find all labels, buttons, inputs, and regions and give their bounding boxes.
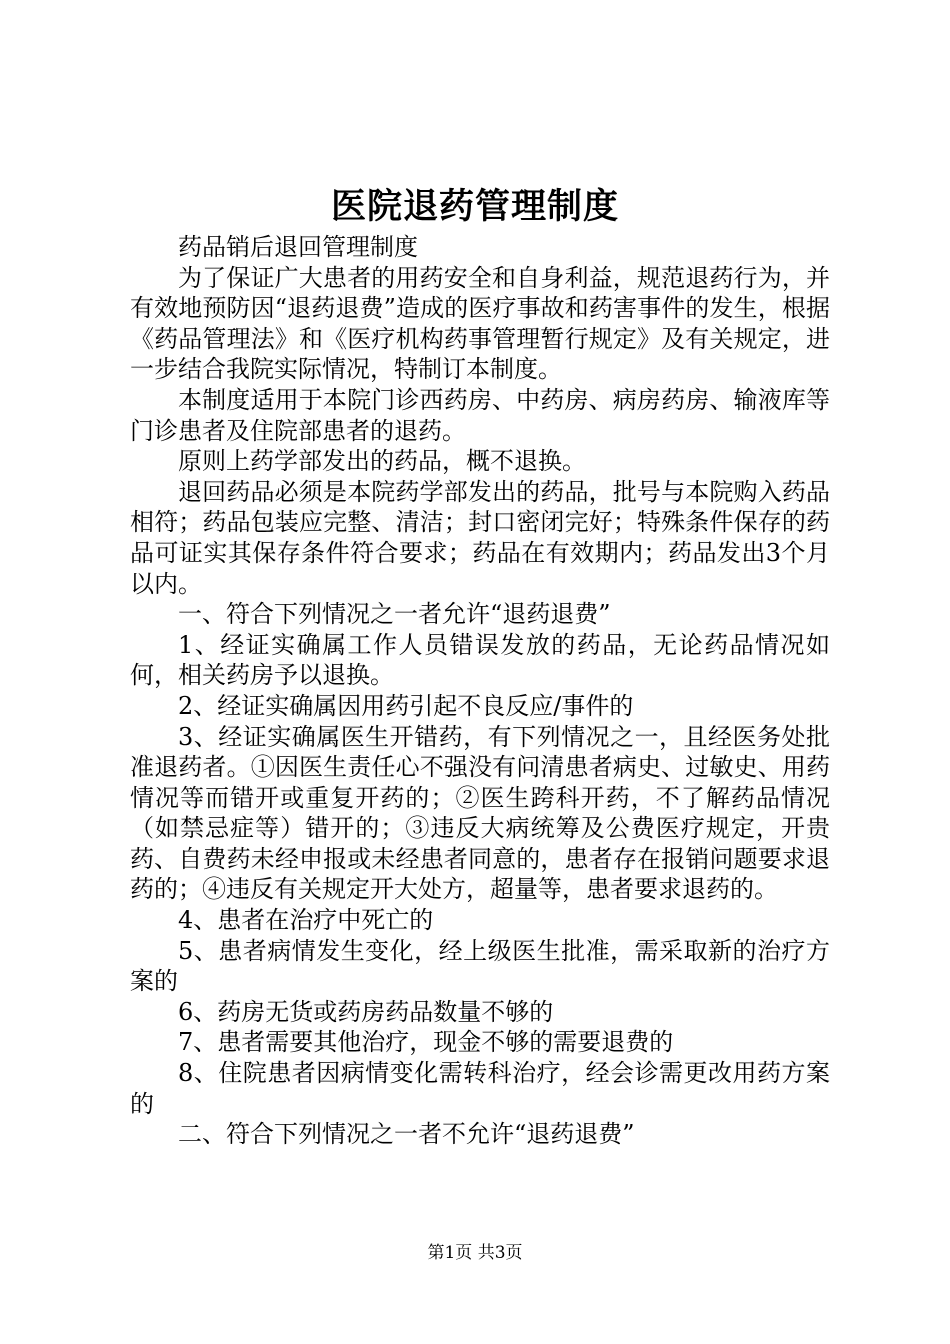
- section-heading-not-allowed: 二、符合下列情况之一者不允许“退药退费”: [178, 1120, 635, 1149]
- list-item: 3、经证实确属医生开错药，有下列情况之一，且经医务处批准退药者。①因医生责任心不强没有问清患者病史、过敏史、用药情况等而错开或重复开药的；②医生跨科开药，不了解药品情况（如禁忌症等）错开的；③违反大病统筹及公费医疗规定，开贵药、自费药未经申报或未经患者同意的，患者存在报销问题要求退药的；④违反有关规定开大处方，超量等，患者要求退药的。: [130, 722, 830, 904]
- document-body: [130, 232, 830, 1150]
- page-number-footer: 第1页 共3页: [427, 1243, 523, 1263]
- list-item: 8、住院患者因病情变化需转科治疗，经会诊需更改用药方案的: [130, 1059, 830, 1118]
- document-title: 医院退药管理制度: [330, 186, 619, 227]
- paragraph-principle: 原则上药学部发出的药品，概不退换。: [178, 447, 586, 476]
- list-item: 5、患者病情发生变化，经上级医生批准，需采取新的治疗方案的: [130, 936, 830, 996]
- list-item: 7、患者需要其他治疗，现金不够的需要退费的: [178, 1028, 674, 1057]
- list-item: 2、经证实确属因用药引起不良反应/事件的: [178, 691, 634, 720]
- list-item: 1、经证实确属工作人员错误发放的药品，无论药品情况如何，相关药房予以退换。: [130, 630, 830, 690]
- paragraph-conditions: 退回药品必须是本院药学部发出的药品，批号与本院购入药品相符；药品包装应完整、清洁；封口密闭完好；特殊条件保存的药品可证实其保存条件符合要求；药品在有效期内；药品发出3个月以内。: [130, 477, 830, 598]
- list-item: 4、患者在治疗中死亡的: [178, 906, 434, 935]
- section-heading-allowed: 一、符合下列情况之一者允许“退药退费”: [178, 600, 611, 629]
- list-item: 6、药房无货或药房药品数量不够的: [178, 997, 554, 1026]
- paragraph-subtitle: 药品销后退回管理制度: [178, 233, 418, 261]
- paragraph-purpose: 为了保证广大患者的用药安全和自身利益，规范退药行为，并有效地预防因“退药退费”造成的医疗事故和药害事件的发生，根据《药品管理法》和《医疗机构药事管理暂行规定》及有关规定，进一步结合我院实际情况，特制订本制度。: [130, 263, 830, 384]
- paragraph-scope: 本制度适用于本院门诊西药房、中药房、病房药房、输液库等门诊患者及住院部患者的退药。: [130, 385, 830, 445]
